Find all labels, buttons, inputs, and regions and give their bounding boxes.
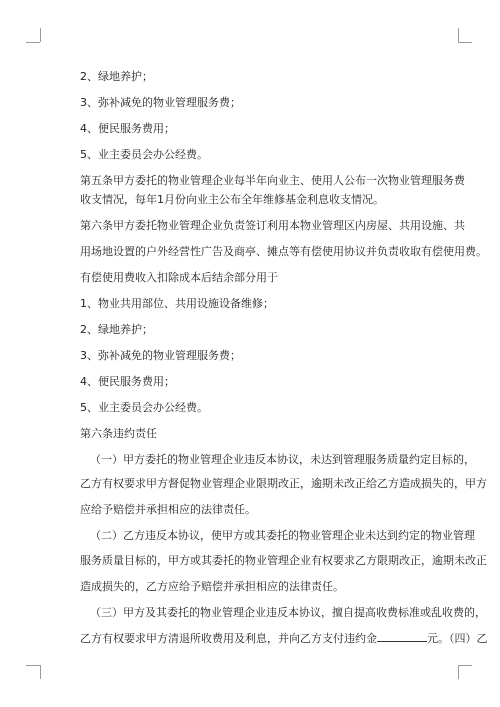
list-item: 4、便民服务费用；: [80, 122, 175, 135]
list-item: 3、弥补减免的物业管理服务费；: [80, 96, 241, 109]
text-after-blank: 元。（四）乙: [427, 632, 488, 645]
paragraph-line: 用场地设置的户外经营性广告及商亭、摊点等有偿使用协议并负责收取有偿使用费。: [80, 245, 487, 258]
list-item: 2、绿地养护；: [80, 323, 153, 336]
fill-in-blank: [377, 631, 427, 642]
list-item: 5、业主委员会办公经费。: [80, 148, 208, 161]
list-item: 4、便民服务费用；: [80, 375, 175, 388]
paragraph-line: （一）甲方委托的物业管理企业违反本协议，未达到管理服务质量约定目标的，: [90, 453, 475, 466]
paragraph-line: 应给予赔偿并承担相应的法律责任。: [80, 503, 256, 516]
list-item: 5、业主委员会办公经费。: [80, 401, 208, 414]
list-item: 1、物业共用部位、共用设施设备维修；: [80, 297, 274, 310]
paragraph-line: 有偿使用费收入扣除成本后结余部分用于: [80, 271, 278, 284]
paragraph-line: 造成损失的，乙方应给予赔偿并承担相应的法律责任。: [80, 580, 344, 593]
paragraph-line: 收支情况，每年1月份向业主公布全年维修基金利息收支情况。: [80, 193, 384, 206]
paragraph-line: （二）乙方违反本协议，使甲方或其委托的物业管理企业未达到约定的物业管理: [90, 529, 475, 542]
paragraph-line: 第五条甲方委托的物业管理企业每半年向业主、使用人公布一次物业管理服务费: [80, 174, 465, 187]
section-heading: 第六条违约责任: [80, 427, 157, 440]
text-before-blank: 乙方有权要求甲方清退所收费用及利息，并向乙方支付违约金: [80, 632, 377, 645]
paragraph-line: 服务质量目标的，甲方或其委托的物业管理企业有权要求乙方限期改正，逾期未改正: [80, 554, 487, 567]
paragraph-line-with-blank: [80, 631, 488, 646]
paragraph-line: （三）甲方及其委托的物业管理企业违反本协议，擅自提高收费标准或乱收费的，: [90, 606, 486, 619]
paragraph-line: 乙方有权要求甲方督促物业管理企业限期改正，逾期未改正给乙方造成损失的，甲方: [80, 477, 487, 490]
paragraph-line: 第六条甲方委托物业管理企业负责签订利用本物业管理区内房屋、共用设施、共: [80, 219, 465, 232]
list-item: 2、绿地养护；: [80, 70, 153, 83]
list-item: 3、弥补减免的物业管理服务费；: [80, 349, 241, 362]
